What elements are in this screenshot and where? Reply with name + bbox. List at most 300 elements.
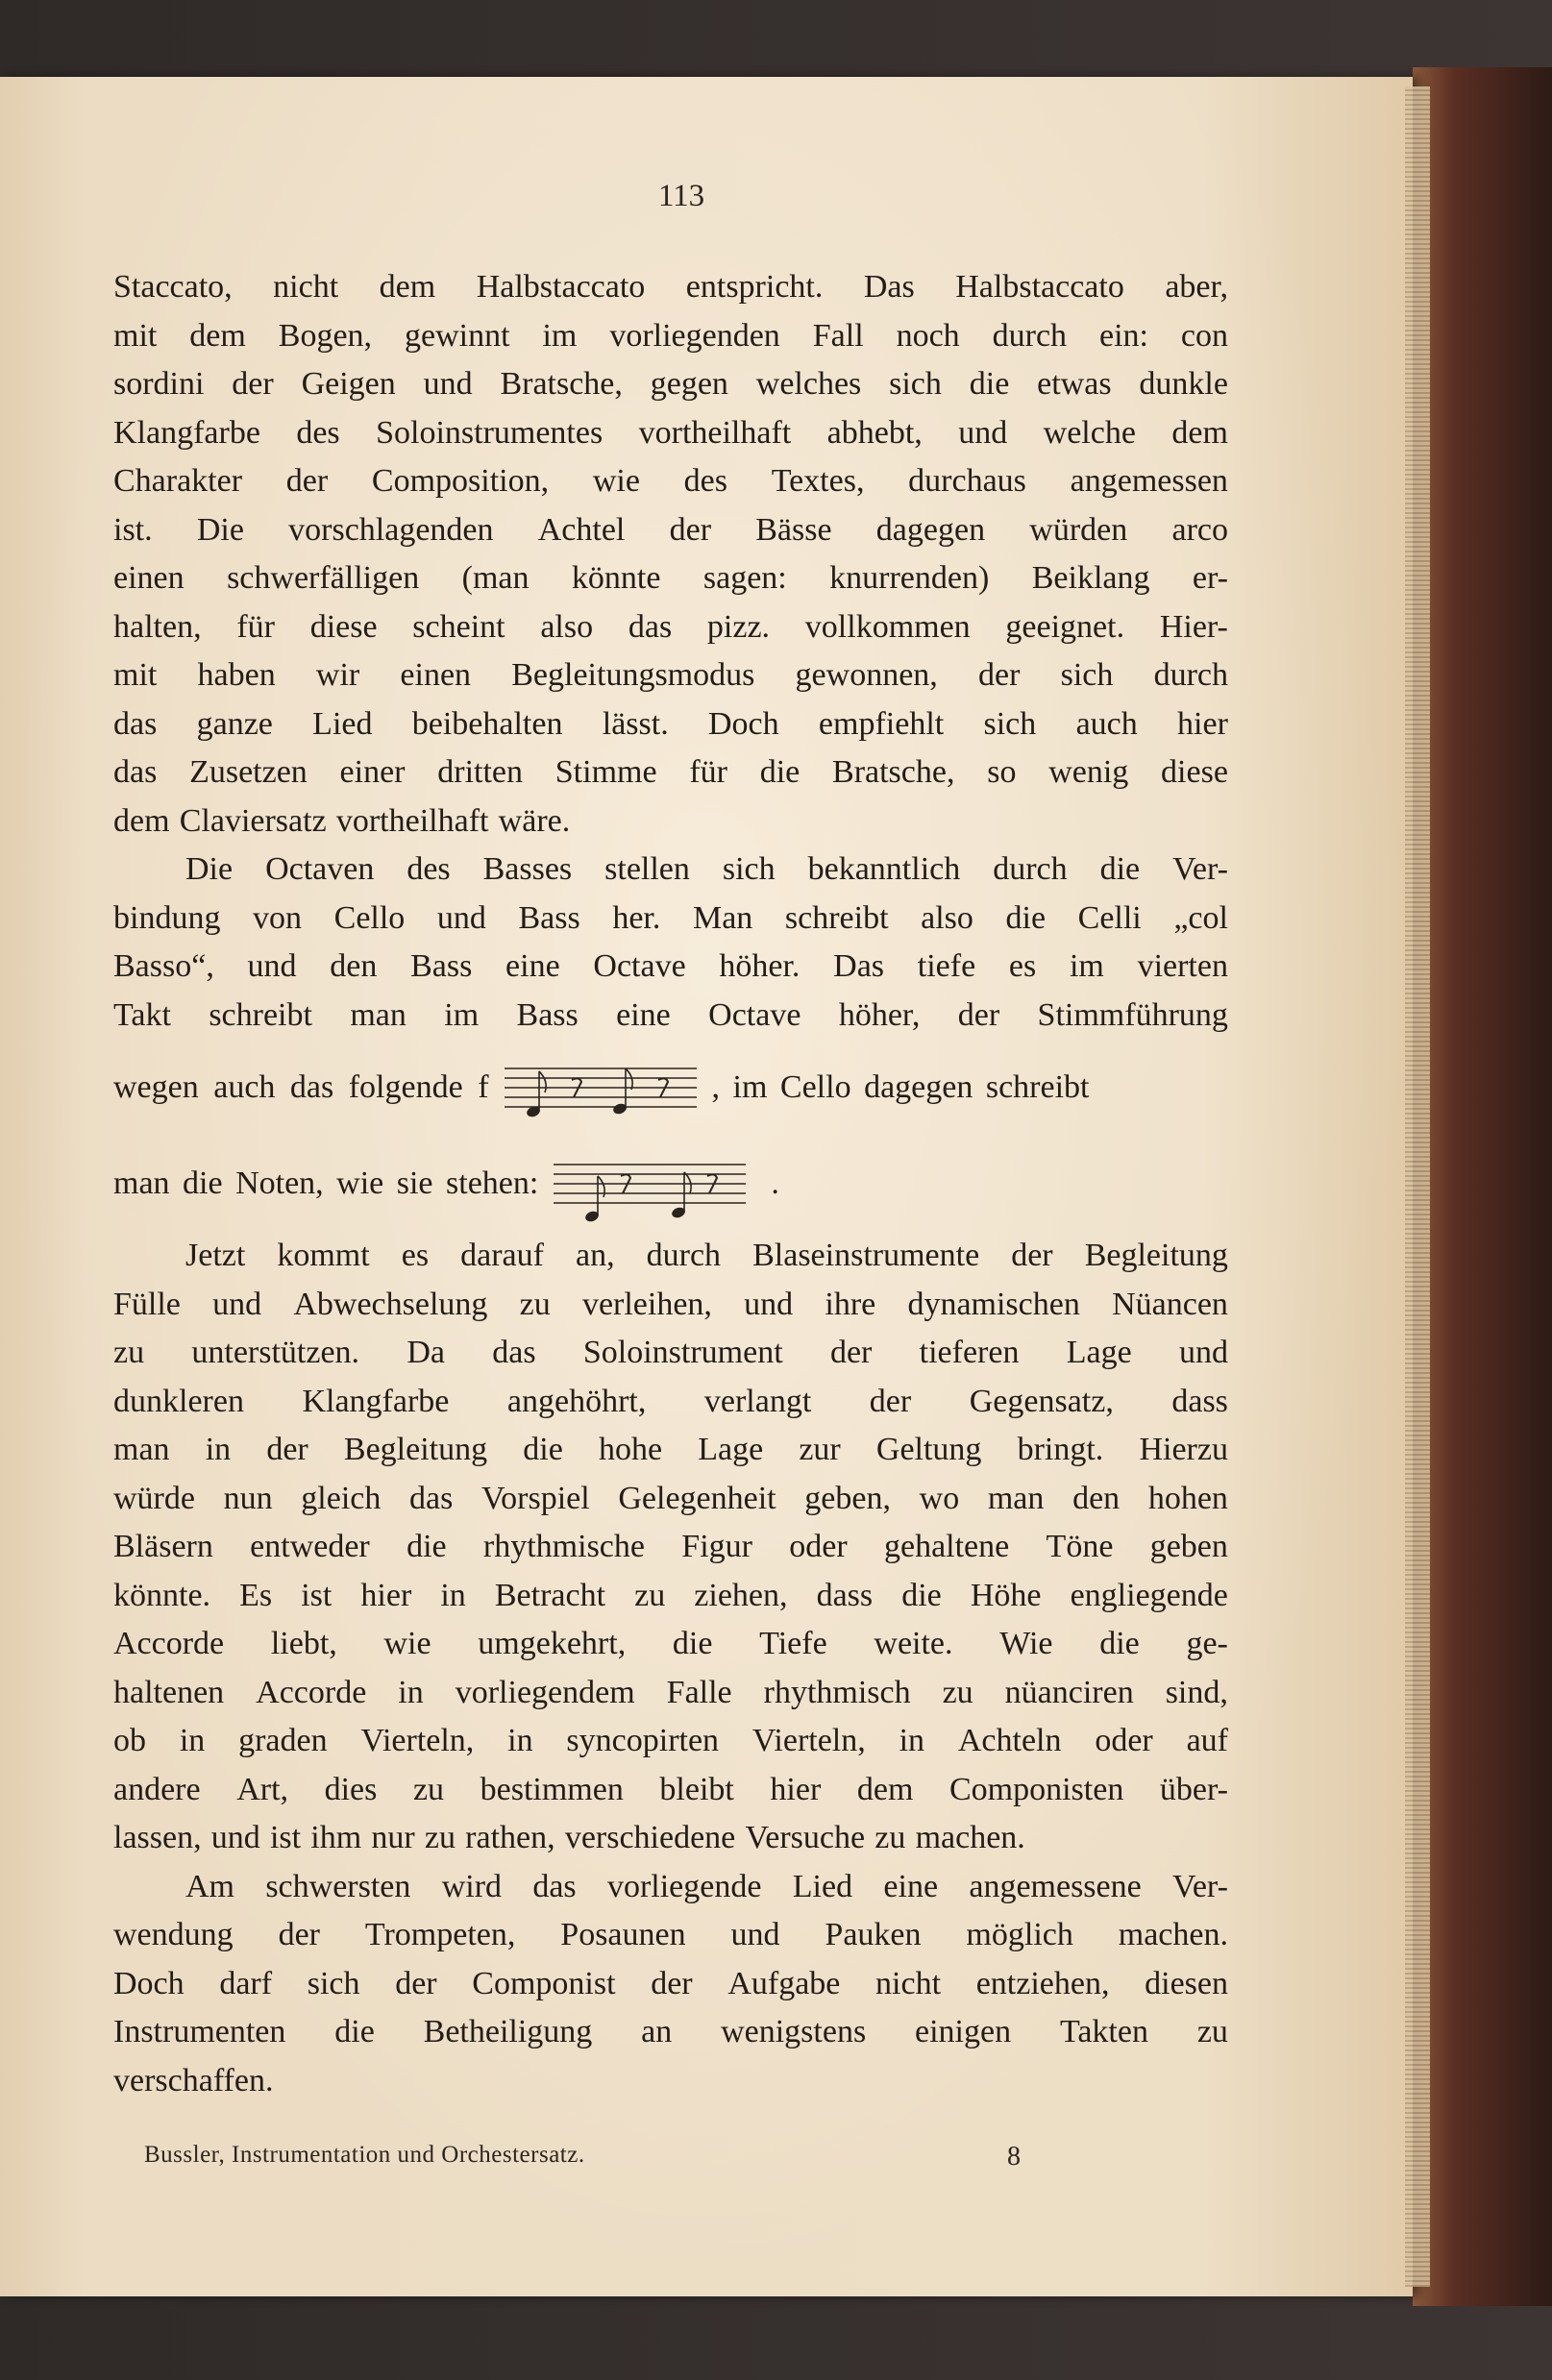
word: zu	[942, 1674, 973, 1710]
word: das	[113, 754, 158, 790]
footer-running-title: Bussler, Instrumentation und Orchestersatz.	[144, 2142, 585, 2168]
word: rathen,	[465, 1820, 555, 1855]
word: Octave	[708, 996, 801, 1033]
word: Claviersatz	[179, 802, 327, 839]
word: sagen:	[702, 560, 787, 596]
text-line	[113, 1620, 1228, 1669]
word: haltenen	[113, 1674, 225, 1710]
word: Versuche	[745, 1820, 866, 1855]
text-line	[113, 700, 1228, 749]
word: wird	[441, 1868, 503, 1904]
word: dem	[189, 317, 246, 354]
word: nicht	[875, 1965, 942, 2001]
word: dunkleren	[113, 1383, 244, 1419]
word: Lage	[698, 1432, 764, 1467]
word: tieferen	[919, 1335, 1020, 1370]
word: also	[921, 899, 973, 936]
word: dunkle	[1139, 366, 1228, 402]
word: es	[1008, 948, 1037, 984]
footer-signature-mark: 8	[1007, 2142, 1021, 2171]
word: höher.	[719, 948, 801, 984]
word: die	[1099, 851, 1141, 887]
word: in	[205, 1432, 232, 1467]
word: ist	[301, 1577, 333, 1613]
word: einer	[339, 754, 406, 790]
word: das	[409, 1480, 454, 1516]
example-text-before: wegen auch das folgende f	[113, 1068, 489, 1105]
word: Hierzu	[1139, 1432, 1228, 1467]
word: die	[1005, 899, 1047, 936]
page-number: 113	[657, 179, 705, 213]
word: dies	[324, 1771, 378, 1807]
word: schwerfälligen	[227, 560, 420, 596]
book-spine	[1413, 67, 1552, 2306]
word: die	[334, 2014, 375, 2049]
word: mit	[113, 317, 158, 354]
word: syncopirten	[566, 1723, 720, 1758]
word: schreibt	[784, 899, 889, 936]
word: graden	[238, 1723, 328, 1758]
word: Charakter	[113, 463, 243, 499]
word: Posaunen	[560, 1917, 686, 1952]
word: bestimmen	[480, 1771, 624, 1807]
word: die	[759, 754, 801, 790]
word: des	[683, 463, 727, 499]
note-flag	[539, 1071, 546, 1092]
word: machen.	[915, 1820, 1025, 1855]
word: der	[266, 1432, 308, 1467]
word: unterstützen.	[191, 1335, 360, 1370]
word: Fülle	[113, 1286, 181, 1322]
word: ein:	[1098, 317, 1148, 354]
example-text-after: , im Cello dagegen schreibt	[711, 1068, 1090, 1105]
word: Componisten	[948, 1771, 1124, 1807]
text-line	[113, 1426, 1228, 1475]
word: wäre.	[498, 802, 571, 839]
word: im	[542, 317, 578, 354]
word: engliegende	[1070, 1577, 1228, 1613]
word: weite.	[874, 1626, 953, 1661]
word: Art,	[236, 1771, 289, 1807]
word: in	[179, 1723, 206, 1758]
word: Celli	[1077, 899, 1142, 936]
word: und	[212, 1286, 262, 1322]
word: hier	[770, 1771, 822, 1807]
word: Ver-	[1172, 1868, 1228, 1904]
text-line	[113, 1717, 1228, 1766]
word: Gelegenheit	[618, 1480, 776, 1516]
word: wendung	[113, 1917, 234, 1952]
word: Bass	[518, 899, 580, 936]
word: Begleitung	[343, 1432, 488, 1467]
text-line	[113, 1669, 1228, 1718]
word: der	[669, 511, 712, 548]
word: darf	[219, 1965, 273, 2001]
word: ihre	[825, 1286, 876, 1322]
word: hohen	[1147, 1480, 1228, 1516]
word: Beiklang	[1031, 560, 1150, 596]
text-line	[113, 1814, 1228, 1863]
note-flag	[684, 1172, 691, 1193]
word: Abwechselung	[293, 1286, 488, 1322]
word: Lage	[1066, 1335, 1132, 1370]
word: ge-	[1186, 1626, 1228, 1661]
word: an	[641, 2014, 673, 2049]
word: dass	[1171, 1383, 1228, 1419]
word: könnte.	[113, 1577, 211, 1613]
word: gewinnt	[404, 317, 510, 354]
text-line	[113, 1329, 1228, 1378]
word: verschiedene	[564, 1820, 736, 1855]
word: noch	[896, 317, 960, 354]
text-line	[113, 312, 1228, 361]
text-line	[113, 2008, 1228, 2057]
word: also	[540, 608, 594, 645]
word: dagegen	[875, 511, 986, 548]
word: Fall	[812, 317, 864, 354]
word: Geigen	[301, 366, 396, 402]
word: des	[406, 851, 451, 887]
word: zu	[875, 1820, 906, 1855]
word: Vierteln,	[360, 1723, 475, 1758]
word: Blaseinstrumente	[752, 1238, 980, 1273]
word: knurrenden)	[829, 560, 990, 596]
word: (man	[461, 560, 530, 596]
word: die	[969, 366, 1010, 402]
word: Stimme	[554, 754, 657, 790]
word: Die	[196, 511, 244, 548]
word: Bass	[410, 948, 473, 984]
word: Bratsche,	[832, 754, 955, 790]
text-line	[113, 409, 1228, 458]
word: tiefe	[917, 948, 976, 984]
word: ganze	[196, 705, 273, 742]
word: Figur	[681, 1529, 752, 1564]
word: verlangt	[703, 1383, 812, 1419]
word: Betheiligung	[423, 2014, 593, 2049]
text-line	[113, 1911, 1228, 1960]
word: dem	[856, 1771, 914, 1807]
text-line	[113, 506, 1228, 555]
word: der	[395, 1965, 437, 2001]
word: lässt.	[602, 705, 669, 742]
word: Bläsern	[113, 1529, 213, 1564]
word: eine	[616, 996, 671, 1033]
word: Gegensatz,	[969, 1383, 1114, 1419]
word: im	[1069, 948, 1104, 984]
word: kommt	[277, 1238, 370, 1273]
word: Accorde	[113, 1626, 225, 1661]
word: die	[672, 1626, 713, 1661]
word: angemessene	[969, 1868, 1142, 1904]
word: in	[507, 1723, 533, 1758]
word: und	[247, 948, 297, 984]
word: vorliegenden	[609, 317, 780, 354]
note-flag	[626, 1068, 632, 1090]
word: Töne	[1046, 1529, 1114, 1564]
word: über-	[1159, 1771, 1228, 1807]
word: sich	[722, 851, 776, 887]
text-line	[113, 603, 1228, 652]
word: angehöhrt,	[506, 1383, 647, 1419]
word: vorliegendem	[455, 1674, 635, 1710]
word: Takten	[1059, 2014, 1148, 2049]
word: zu	[519, 1286, 551, 1322]
text-line	[113, 748, 1228, 797]
word: vierten	[1137, 948, 1228, 984]
word: Bogen,	[278, 317, 373, 354]
word: und	[210, 1820, 260, 1855]
word: das	[532, 1868, 577, 1904]
word: in	[440, 1577, 466, 1613]
word: durchaus	[908, 463, 1026, 499]
text-line	[113, 1475, 1228, 1524]
word: schreibt	[209, 996, 312, 1033]
word: durch	[992, 317, 1068, 354]
word: eine	[505, 948, 560, 984]
text-line	[113, 846, 1228, 895]
text-line	[113, 263, 1228, 312]
word: vortheilhaft	[638, 414, 792, 451]
word: Ver-	[1172, 851, 1228, 887]
word: gewonnen,	[795, 657, 938, 693]
word: entspricht.	[685, 269, 824, 305]
word: durch	[993, 851, 1068, 887]
word: und	[1178, 1335, 1228, 1370]
word: Instrumenten	[113, 2014, 286, 2049]
text-line	[113, 797, 1228, 846]
word: dem	[113, 802, 170, 839]
word: und	[423, 366, 473, 402]
word: etwas	[1037, 366, 1112, 402]
example-text-before: man die Noten, wie sie stehen:	[113, 1165, 539, 1201]
word: ob	[113, 1723, 146, 1758]
word: dritten	[437, 754, 524, 790]
word: der	[957, 996, 1000, 1033]
word: von	[253, 899, 303, 936]
word: schwersten	[265, 1868, 411, 1904]
word: durch	[646, 1238, 722, 1273]
text-line	[113, 1572, 1228, 1621]
word: er-	[1192, 560, 1228, 596]
word: dass	[816, 1577, 874, 1613]
word: verleihen,	[581, 1286, 712, 1322]
word: angemessen	[1070, 463, 1228, 499]
word: Cello	[333, 899, 406, 936]
word: zu	[1196, 2014, 1228, 2049]
word: und	[436, 899, 486, 936]
word: vorliegende	[606, 1868, 762, 1904]
music-example-bass-notes	[495, 1049, 706, 1126]
word: Lied	[312, 705, 373, 742]
word: halten,	[113, 608, 202, 645]
word: Klangfarbe	[113, 414, 260, 451]
word: der	[285, 463, 329, 499]
word: die	[523, 1432, 563, 1467]
word: Betracht	[494, 1577, 606, 1613]
word: man	[987, 1480, 1045, 1516]
word: empfiehlt	[818, 705, 945, 742]
word: diesen	[1145, 1965, 1228, 2001]
word: Pauken	[825, 1917, 922, 1952]
word: Jetzt	[185, 1238, 246, 1273]
word: auch	[1075, 705, 1138, 742]
word: ist.	[113, 511, 153, 548]
text-line	[113, 1960, 1228, 2009]
word: Trompeten,	[364, 1917, 516, 1952]
word: an,	[576, 1238, 615, 1273]
word: Man	[692, 899, 753, 936]
word: Achteln	[957, 1723, 1062, 1758]
word: Composition,	[371, 463, 550, 499]
word: Bass	[516, 996, 579, 1033]
word: ist	[269, 1820, 302, 1855]
word: geben,	[804, 1480, 891, 1516]
word: sich	[307, 1965, 360, 2001]
word: sich	[1060, 657, 1114, 693]
word: Soloinstrumentes	[376, 414, 604, 451]
word: der	[977, 657, 1021, 693]
word: Doch	[113, 1965, 185, 2001]
word: wenigstens	[721, 2014, 867, 2049]
word: auf	[1186, 1723, 1228, 1758]
word: machen.	[1118, 1917, 1228, 1952]
word: würde	[113, 1480, 195, 1516]
word: so	[987, 754, 1017, 790]
word: für	[236, 608, 275, 645]
word: vorschlagenden	[288, 511, 494, 548]
word: darauf	[460, 1238, 544, 1273]
word: dem	[1171, 414, 1228, 451]
word: gegen	[650, 366, 728, 402]
word: welche	[1043, 414, 1136, 451]
word: nüanciren	[1004, 1674, 1134, 1710]
word: der	[278, 1917, 320, 1952]
word: sind,	[1165, 1674, 1228, 1710]
word: Basses	[482, 851, 573, 887]
word: dynamischen	[907, 1286, 1080, 1322]
text-line	[113, 1523, 1228, 1572]
word: diese	[1161, 754, 1228, 790]
word: liebt,	[270, 1626, 337, 1661]
word: Das	[833, 948, 885, 984]
music-example-line	[113, 1136, 1228, 1232]
word: sordini	[113, 366, 205, 402]
example-text-after: .	[771, 1165, 779, 1201]
word: eine	[883, 1868, 939, 1904]
word: Die	[185, 851, 234, 887]
word: geeignet.	[1005, 608, 1125, 645]
word: scheint	[412, 608, 505, 645]
word: würden	[1029, 511, 1128, 548]
word: wir	[315, 657, 360, 693]
word: Nüancen	[1112, 1286, 1228, 1322]
word: im	[444, 996, 480, 1033]
word: andere	[113, 1771, 201, 1807]
word: hohe	[598, 1432, 663, 1467]
word: einen	[400, 657, 472, 693]
text-line	[113, 895, 1228, 944]
footer	[144, 2142, 1105, 2180]
word: diese	[309, 608, 378, 645]
word: ziehen,	[694, 1577, 788, 1613]
word: arco	[1171, 511, 1228, 548]
word: ihm	[310, 1820, 362, 1855]
text-line	[113, 2057, 1228, 2106]
word: Klangfarbe	[302, 1383, 450, 1419]
word: die	[1099, 1626, 1140, 1661]
word: beibehalten	[411, 705, 563, 742]
word: die	[406, 1529, 447, 1564]
word: bringt.	[1017, 1432, 1104, 1467]
word: „col	[1173, 899, 1228, 936]
word: man	[113, 1432, 170, 1467]
word: aber,	[1165, 269, 1228, 305]
word: Tiefe	[759, 1626, 827, 1661]
word: höher,	[838, 996, 921, 1033]
word: der	[829, 1335, 873, 1370]
word: das	[113, 705, 158, 742]
word: wie	[592, 463, 640, 499]
word: und	[744, 1286, 794, 1322]
word: mit	[113, 657, 158, 693]
word: Soloinstrument	[582, 1335, 783, 1370]
word: möglich	[966, 1917, 1073, 1952]
music-example-line	[113, 1040, 1228, 1136]
word: für	[689, 754, 727, 790]
word: Octaven	[265, 851, 375, 887]
text-line	[113, 554, 1228, 603]
word: in	[398, 1674, 424, 1710]
word: entziehen,	[975, 1965, 1110, 2001]
word: rhythmische	[482, 1529, 645, 1564]
word: nun	[223, 1480, 273, 1516]
word: zur	[799, 1432, 841, 1467]
text-line	[113, 1378, 1228, 1427]
word: Geltung	[875, 1432, 982, 1467]
word: der	[651, 1965, 693, 2001]
word: nicht	[273, 269, 339, 305]
word: entweder	[250, 1529, 370, 1564]
text-line	[113, 1863, 1228, 1912]
word: Höhe	[970, 1577, 1042, 1613]
word: Doch	[707, 705, 779, 742]
word: Wie	[999, 1626, 1053, 1661]
word: dem	[379, 269, 436, 305]
word: verschaffen.	[113, 2062, 274, 2098]
word: abhebt,	[826, 414, 923, 451]
body-text	[113, 263, 1228, 2105]
word: der	[1011, 1238, 1053, 1273]
word: pizz.	[706, 608, 771, 645]
word: bekanntlich	[807, 851, 961, 887]
word: den	[330, 948, 378, 984]
word: oder	[1095, 1723, 1153, 1758]
word: umgekehrt,	[478, 1626, 627, 1661]
word: Halbstaccato	[476, 269, 646, 305]
word: Octave	[593, 948, 686, 984]
word: gleich	[301, 1480, 382, 1516]
text-line	[113, 1232, 1228, 1281]
word: wo	[919, 1480, 960, 1516]
word: die	[901, 1577, 942, 1613]
word: Bässe	[755, 511, 832, 548]
word: rhythmisch	[763, 1674, 911, 1710]
word: der	[232, 366, 274, 402]
word: hier	[1177, 705, 1228, 742]
text-line	[113, 992, 1228, 1041]
word: bindung	[113, 899, 221, 936]
